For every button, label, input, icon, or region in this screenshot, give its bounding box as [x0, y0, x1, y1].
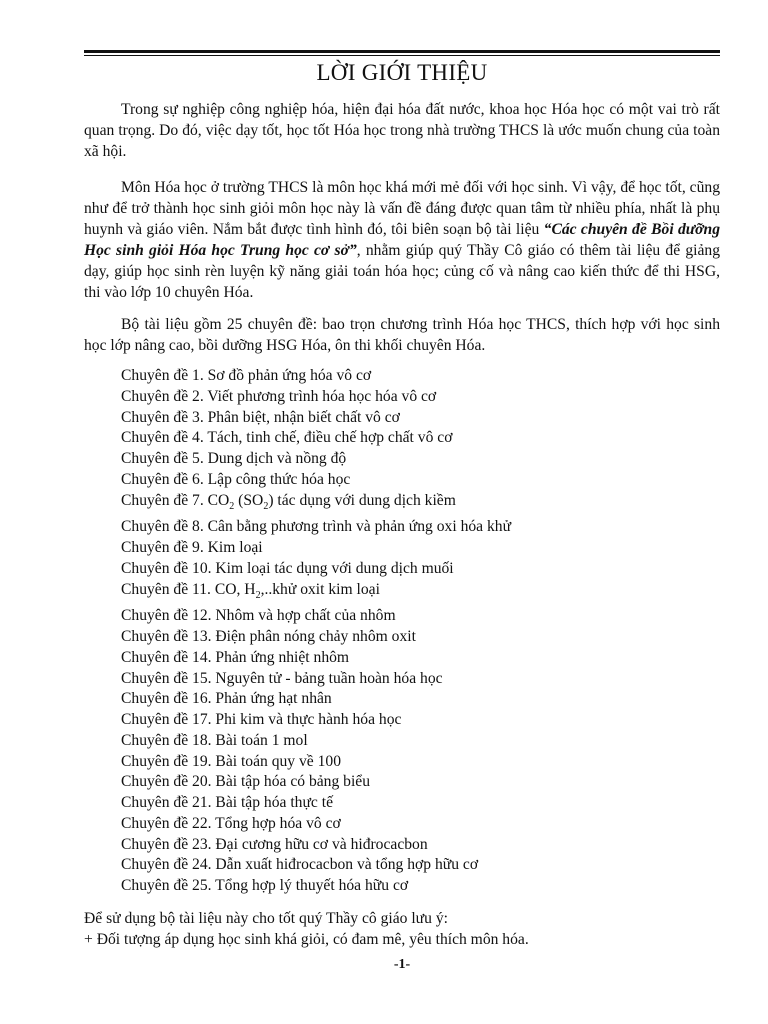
topic-11-suffix: ,..khử oxit kim loại — [260, 580, 380, 598]
topic-item: Chuyên đề 9. Kim loại — [121, 539, 263, 557]
intro-paragraph-2 — [84, 177, 720, 303]
page-number: -1- — [393, 957, 411, 972]
paragraph-2-before: Môn Hóa học ở trường THCS là môn học khá mới mẻ đối với học sinh. Vì vậy, để học tốt, cũng như để trở thành học sinh giỏi môn học này là vấn đề đáng được quan tâm từ nhiều phía, nhất là phụ huynh và giáo viên. Nắm bắt được tình hình đó, tôi biên soạn bộ tài liệu — [84, 179, 720, 238]
paragraph-2-after: , nhằm giúp quý Thầy Cô giáo có thêm tài liệu để giảng dạy, giúp học sinh rèn luyện kỹ năng giải toán hóa học; củng cố và nâng cao kiến thức để thi HSG, thi vào lớp 10 chuyên Hóa. — [84, 242, 720, 301]
topic-11-subscript: 2 — [255, 589, 261, 601]
header-rule-thin — [84, 55, 720, 56]
topic-item: Chuyên đề 15. Nguyên tử - bảng tuần hoàn hóa học — [121, 669, 443, 687]
topic-7-subscript-1: 2 — [229, 500, 235, 512]
topic-item: Chuyên đề 19. Bài toán quy về 100 — [121, 752, 342, 770]
usage-note-intro: Để sử dụng bộ tài liệu này cho tốt quý Thầy cô giáo lưu ý: — [84, 910, 448, 927]
topic-item: Chuyên đề 5. Dung dịch và nồng độ — [121, 450, 347, 467]
topic-item: Chuyên đề 1. Sơ đồ phản ứng hóa vô cơ — [121, 367, 372, 384]
topic-11-prefix: Chuyên đề 11. CO, H — [121, 580, 256, 598]
topic-item-11 — [121, 580, 721, 607]
topic-item: Chuyên đề 3. Phân biệt, nhận biết chất vô cơ — [121, 408, 400, 426]
page-title: LỜI GIỚI THIỆU — [316, 60, 488, 85]
topic-item: Chuyên đề 20. Bài tập hóa có bảng biểu — [121, 773, 371, 791]
topic-7-prefix: Chuyên đề 7. CO — [121, 491, 230, 509]
topic-7-mid: (SO — [234, 491, 264, 509]
topic-item: Chuyên đề 13. Điện phân nóng chảy nhôm oxit — [121, 628, 416, 646]
topic-item: Chuyên đề 23. Đại cương hữu cơ và hiđrocacbon — [121, 835, 428, 853]
topic-7-suffix: ) tác dụng với dung dịch kiềm — [268, 491, 456, 509]
topic-item: Chuyên đề 21. Bài tập hóa thực tế — [121, 794, 333, 812]
intro-paragraph-3 — [84, 314, 720, 356]
topic-item: Chuyên đề 17. Phi kim và thực hành hóa học — [121, 711, 402, 729]
topic-item: Chuyên đề 22. Tổng hợp hóa vô cơ — [121, 814, 341, 832]
intro-paragraph-2-text — [84, 177, 720, 303]
topic-item: Chuyên đề 4. Tách, tinh chế, điều chế hợp chất vô cơ — [121, 429, 453, 447]
topic-item: Chuyên đề 12. Nhôm và hợp chất của nhôm — [121, 607, 396, 625]
header-rule-thick — [84, 50, 720, 53]
intro-paragraph-1-text: Trong sự nghiệp công nghiệp hóa, hiện đại hóa đất nước, khoa học Hóa học có một vai trò rất quan trọng. Do đó, việc dạy tốt, học tốt Hóa học trong nhà trường THCS là ước muốn chung của toàn xã hội. — [84, 101, 720, 160]
topic-item: Chuyên đề 2. Viết phương trình hóa học hóa vô cơ — [121, 387, 437, 405]
topic-item: Chuyên đề 16. Phản ứng hạt nhân — [121, 690, 332, 708]
intro-paragraph-1 — [84, 99, 720, 162]
document-series-title: “Các chuyên đề Bồi dưỡng Học sinh giỏi Hóa học Trung học cơ sở” — [84, 221, 720, 259]
topic-item: Chuyên đề 8. Cân bằng phương trình và phản ứng oxi hóa khử — [121, 518, 512, 536]
topic-item: Chuyên đề 18. Bài toán 1 mol — [121, 731, 308, 749]
topic-item: Chuyên đề 14. Phản ứng nhiệt nhôm — [121, 648, 350, 666]
topic-item: Chuyên đề 25. Tổng hợp lý thuyết hóa hữu cơ — [121, 877, 409, 895]
topic-item: Chuyên đề 6. Lập công thức hóa học — [121, 470, 351, 488]
topic-item: Chuyên đề 24. Dẫn xuất hiđrocacbon và tổng hợp hữu cơ — [121, 856, 479, 874]
topic-item: Chuyên đề 10. Kim loại tác dụng với dung dịch muối — [121, 559, 454, 577]
usage-note-item: + Đối tượng áp dụng học sinh khá giỏi, có đam mê, yêu thích môn hóa. — [84, 931, 529, 948]
topic-list — [121, 366, 721, 897]
topic-7-subscript-2: 2 — [263, 500, 269, 512]
topic-item-7 — [121, 491, 721, 518]
intro-paragraph-3-text: Bộ tài liệu gồm 25 chuyên đề: bao trọn chương trình Hóa học THCS, thích hợp với học sinh học lớp nâng cao, bồi dưỡng HSG Hóa, ôn thi khối chuyên Hóa. — [84, 316, 720, 354]
